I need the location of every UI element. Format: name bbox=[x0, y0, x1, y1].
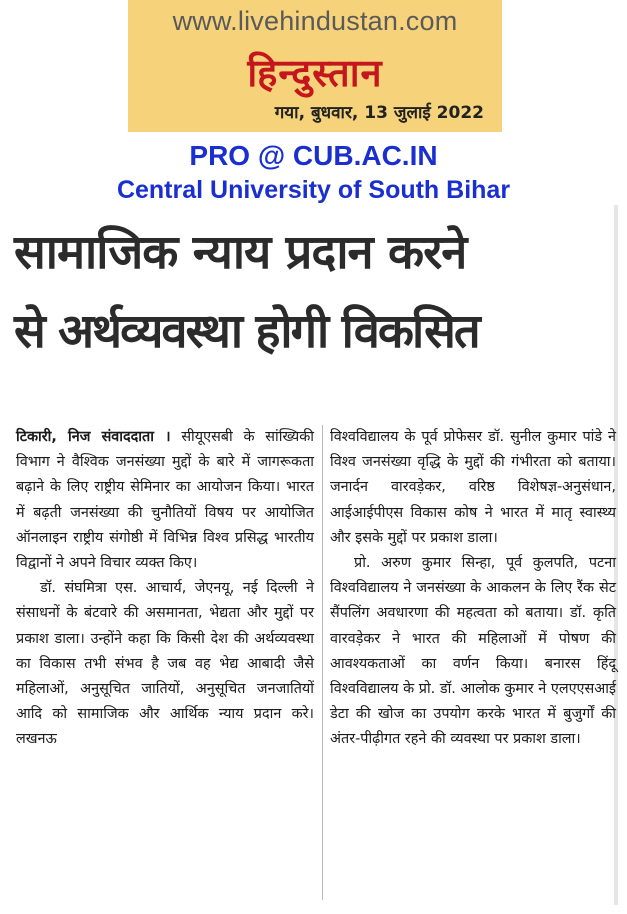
article-paragraph bbox=[16, 425, 314, 576]
article-column-1 bbox=[16, 425, 314, 753]
headline-line-2: से अर्थव्यवस्था होगी विकसित bbox=[14, 304, 479, 359]
article-dateline: टिकारी, निज संवाददाता । bbox=[16, 429, 171, 445]
article-paragraph: विश्वविद्यालय के पूर्व प्रोफेसर डॉ. सुनील कुमार पांडे ने विश्व जनसंख्या वृद्धि के मुद्दों की गंभीरता को बताया। जनार्दन वारवड़ेकर, वरिष्ठ विशेषज्ञ-अनुसंधान, आईआईपीएस विकास कोष ने भारत में मातृ स्वास्थ्य और इसके मुद्दों पर प्रकाश डाला। bbox=[330, 429, 616, 546]
newspaper-masthead bbox=[128, 0, 502, 132]
pro-email: PRO @ CUB.AC.IN bbox=[189, 140, 438, 171]
column-divider bbox=[322, 425, 323, 900]
newspaper-logo: हिन्दुस्तान bbox=[247, 51, 383, 95]
edition-dateline: गया, बुधवार, 13 जुलाई 2022 bbox=[274, 103, 484, 123]
masthead-url: www.livehindustan.com bbox=[172, 6, 458, 36]
university-name: Central University of South Bihar bbox=[116, 176, 511, 204]
headline-line-1: सामाजिक न्याय प्रदान करने bbox=[14, 225, 467, 280]
article-column-2 bbox=[330, 425, 616, 753]
article-paragraph: डॉ. संघमित्रा एस. आचार्य, जेएनयू, नई दिल्ली ने संसाधनों के बंटवारे की असमानता, भेद्यता और मुद्दों पर प्रकाश डाला। उन्होंने कहा कि किसी देश की अर्थव्यवस्था का विकास तभी संभव है जब वह भेद्य आबादी जैसे महिलाओं, अनुसूचित जातियों, अनुसूचित जनजातियों आदि को सामाजिक और आर्थिक न्याय प्रदान करे। लखनऊ bbox=[16, 580, 314, 748]
paragraph-text: सीयूएसबी के सांख्यिकी विभाग ने वैश्विक जनसंख्या मुद्दों के बारे में जागरूकता बढ़ाने के लिए राष्ट्रीय सेमिनार का आयोजन किया। भारत में बढ़ती जनसंख्या की चुनौतियों विषय पर आयोजित ऑनलाइन राष्ट्रीय संगोष्ठी में विभिन्न विश्व प्रसिद्ध भारतीय विद्वानों ने अपने विचार व्यक्त किए। bbox=[16, 429, 314, 572]
article-paragraph: प्रो. अरुण कुमार सिन्हा, पूर्व कुलपति, पटना विश्वविद्यालय ने जनसंख्या के आकलन के लिए रैंक सेट सैंपलिंग अवधारणा की महत्वता को बताया। डॉ. कृति वारवड़ेकर ने भारत की महिलाओं में पोषण की आवश्यकताओं का वर्णन किया। बनारस हिंदू विश्वविद्यालय के प्रो. डॉ. आलोक कुमार ने एलएएसआई डेटा की खोज का उपयोग करके भारत में बुजुर्गों की अंतर-पीढ़ीगत रहने की व्यवस्था पर प्रकाश डाला। bbox=[330, 555, 616, 748]
